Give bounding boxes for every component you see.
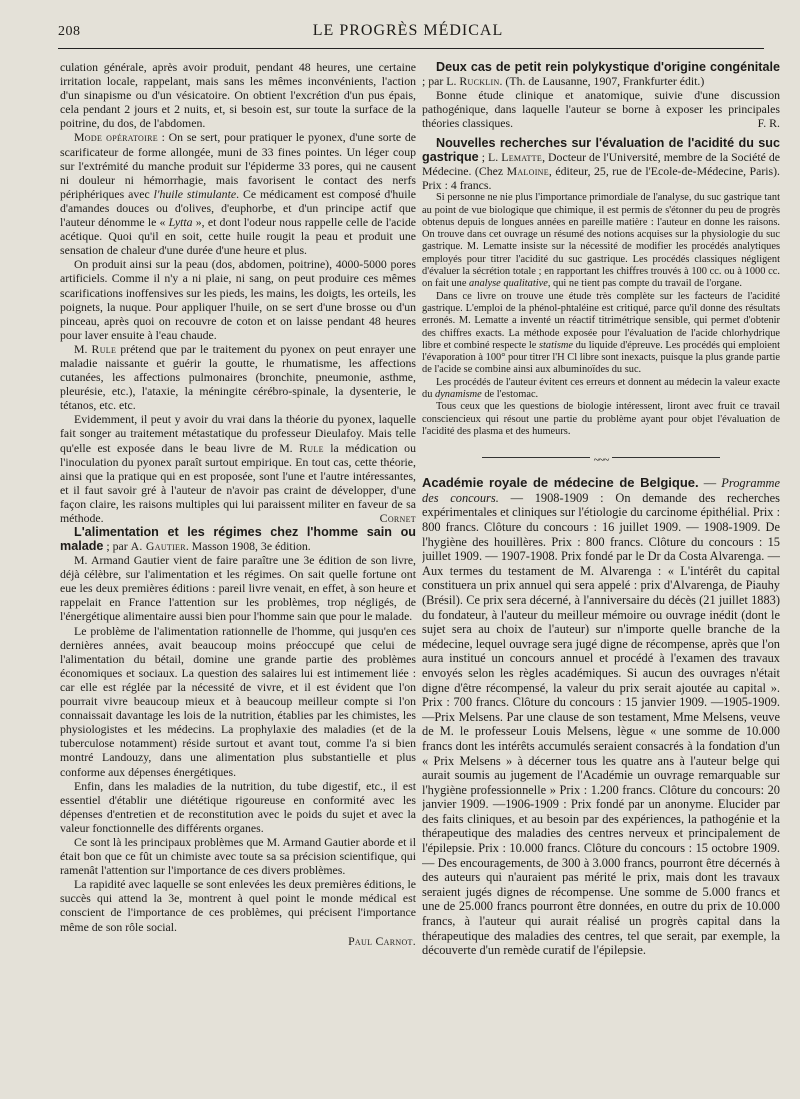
separator-ornament: ~~~ [590, 454, 613, 466]
italic-run: analyse qualitative [469, 278, 548, 290]
text-run: : On se sert, pour pratiquer le pyonex, d'une sorte de scarificateur de forme allongée, muni de 33 fines pointes. Un léger coup sur l'extrémité du manche produit sur l'épiderme 33 pores, qui ne causent ni douleur ni hémorrhagie, mais favorisent le contact des nerfs périphériques avec [60, 130, 416, 201]
text-run: . (Th. de Lausanne, 1907, Frankfurter édit.) [499, 74, 705, 88]
text-run: — [698, 476, 722, 491]
italic-run: Programme des concours. [422, 476, 780, 505]
review-signature: F. R. [757, 116, 780, 131]
author-name: A. Gautier [130, 539, 186, 554]
paragraph [422, 291, 780, 377]
left-column [60, 60, 416, 1081]
text-run: Bonne étude clinique et anatomique, suivie d'une discussion pathogénique, dans laquelle l'auteur se borne à exposer les principales théories classiques. [422, 88, 780, 131]
text-run: , qui ne tient pas compte du travail de l'organe. [547, 278, 742, 290]
paragraph: Ce sont là les principaux problèmes que M. Armand Gautier aborde et il était bon que ce fût un chimiste avec toute sa sa précision scientifique, qui ramenât l'attention sur l'importance de ces divers problèmes. [60, 834, 416, 878]
paragraph [422, 88, 780, 130]
review-signature: Cornet [379, 511, 416, 525]
paragraph [60, 342, 416, 412]
book-title: L'alimentation et les régimes chez l'homme sain ou malade [60, 525, 416, 554]
page-number: 208 [58, 24, 81, 39]
paragraph: On produit ainsi sur la peau (dos, abdomen, poitrine), 4000-5000 pores artificiels. Comme il n'y a ni plaie, ni sang, on peut produire ces mêmes scarifications inoffensives sur les pieds, les mains, les doigts, les orteils, les poignets, la nuque. Pour appliquer l'huile, on se sert d'une brosse ou d'un pinceau, après quoi on recouvre de coton et on laisse pendant 48 heures pour laver ensuite à l'eau chaude. [60, 257, 416, 342]
text-run: — 1908-1909 : On demande des recherches expérimentales et cliniques sur l'étiologie du carcinome épithélial. Prix : 800 francs. Clôture du concours : 16 juillet 1909. — 1908-1909. De l'hygiène des houillères. Prix : 800 francs. Clôture du concours : 15 juillet 1909. — 1907-1908. Prix fondé par le Dr da Costa Alvarenga. — Aux termes du testament de M. Alvarenga : « L'intérêt du capital constituera un prix annuel qui sera appelé : prix d'Alvarenga, de Piauhy (Brésil). Ce prix sera décerné, à l'anniversaire du décès (21 juillet 1883) du fondateur, à l'auteur du meilleur mémoire ou ouvrage inédit (dont le sujet sera au choix de l'auteur) sur n'importe quelle branche de la médecine, lequel ouvrage sera jugé digne de récompense, après que l'on aura institué un concours annuel et procédé à l'examen des travaux envoyés selon les règles académiques. Si aucun des ouvrages n'était digne d'être récompensé, la valeur du prix serait ajoutée au capital ». Prix : 700 francs. Clôture du concours : 15 janvier 1909. —1905-1909. —Prix Melsens. Par une clause de son testament, Mme Melsens, veuve de M. le professeur Louis Melsens, lègue « une somme de 10.000 francs dont les intérêts accumulés seraient consacrés à la fondation d'un « Prix Melsens » à décerner tous les quatre ans à l'auteur belge qui aurait soumis au jugement de l'Académie un ouvrage remarquable sur l'hygiène professionnelle » Prix : 1.200 francs. Clôture du concours: 20 janvier 1909. —1906-1909 : Prix fondé par un anonyme. Elucider par des faits cliniques, et au besoin par des expériences, la pathogénie et la thérapeutique des maladies des centres nerveux et principalement de l'épilepsie. Prix : 10.000 francs. Clôture du concours : 15 octobre 1909. — Des encouragements, de 300 à 3.000 francs, pourront être décernés à des auteurs qui n'auraient pas mérité le prix, mais dont les travaux seraient jugés dignes de récompense. Une somme de 5.000 francs et une de 25.000 francs pourront être données, en outre du prix de 10.000 francs, à l'auteur qui aurait réalisé un progrès capital dans la thérapeutique des maladies des centres, tel que serait, par exemple, la découverte d'un remède curatif de l'épilepsie. [422, 490, 780, 958]
text-run: prétend que par le traitement du pyonex on peut enrayer une maladie naissante et guérir la goutte, le rhumatisme, les affections cutanées, les affections pulmonaires (bronchite, pneumonie, asthme, pleurésie, etc.), l'ataxie, la méningite cérébro-spinale, la dysenterie, le tétanos, etc. etc. [60, 341, 416, 413]
paragraph [422, 476, 780, 958]
author-name: Rule [91, 341, 117, 356]
text-run: », et dont l'odeur nous rappelle celle de l'acide acétique. Quoi qu'il en soit, cette huile rougit la peau et produit une sensation de chaleur d'une durée d'une heure et plus. [60, 215, 416, 258]
text-run: Les procédés de l'auteur évitent ces erreurs et donnent au médecin la valeur exacte du [422, 376, 780, 401]
text-run: ; par [103, 539, 131, 554]
text-run: Dans ce livre on trouve une étude très complète sur les facteurs de l'acidité gastrique. L'emploi de la phénol-phtaléine est critiqué, parce qu'il donne des résultats erronés. M. Lematte a inventé un réactif titrimétrique sensible, qui permet d'obtenir des chiffres exacts. La méthode exposée pour l'évaluation de l'acide chlorhydrique libre et combiné respecte le [422, 290, 780, 351]
academy-notice [422, 476, 780, 958]
italic-run: l'huile stimulante [153, 186, 237, 201]
text-run: de l'estomac. [481, 389, 539, 401]
paragraph: La rapidité avec laquelle se sont enlevées les deux premières éditions, le succès qui attend la 3e, montrent à quel point le monde médical est conscient de l'importance de ces problèmes, qui précisent l'importance même de son rôle social. [60, 877, 416, 934]
italic-run: Lytta [168, 215, 193, 230]
running-header [58, 22, 758, 44]
text-run: . Ce médicament est composé d'huile d'amandes douces ou d'olives, d'euphorbe, et d'un principe actif que l'auteur dénomme le « [60, 186, 416, 230]
journal-title: LE PROGRÈS MÉDICAL [312, 22, 504, 39]
paragraph [422, 377, 780, 402]
text-run: ; par L. [422, 74, 460, 88]
paragraph: Enfin, dans les maladies de la nutrition, du tube digestif, etc., il est essentiel d'établir une diététique rigoureuse en conformité avec les dépenses d'entretien et de reconstitution avec le poids du sujet et avec la valeur fonctionnelle des différents organes. [60, 778, 416, 835]
author-name: Rucklin [459, 74, 500, 88]
text-run: Si personne ne nie plus l'importance primordiale de l'analyse, du suc gastrique tant au point de vue biologique que chimique, il est permis de s'étonner du peu de progrès obtenus depuis de longues années en pareille matière : l'auteur en donne les raisons. On trouve dans cet ouvrage un résumé des notions acquises sur la physiologie du suc gastrique. M. Lematte insiste sur la nécessité de modifier les procédés analytiques employés pour titrer l'acidité du suc gastrique. Les procédés classiques négligent d'évaluer la sécrétion totale ; en rapportant les chiffres trouvés à 100 cc. ou à 1000 cc. on fait une [422, 192, 780, 290]
paragraph: M. Armand Gautier vient de faire paraître une 3e édition de son livre, déjà célèbre, sur l'alimentation et les régimes. On sait quelle fortune ont eue les deux premières éditions : pareil livre venait, en effet, à son heure et rappelait en France l'attention sur les problèmes, trop négligés, de l'énergétique alimentaire aussi bien pour l'homme sain que pour le malade. [60, 553, 416, 624]
review-heading [60, 525, 416, 553]
book-title: Deux cas de petit rein polykystique d'origine congénitale [436, 60, 780, 74]
text-run: ; L. [478, 150, 502, 165]
right-column [422, 60, 780, 1081]
text-run: , éditeur, 25, rue de l'Ecole-de-Médecine, Paris). Prix : 4 francs. [422, 164, 780, 193]
small-print-review [422, 192, 780, 438]
text-run: , Docteur de l'Université, membre de la Société de Médecine. (Chez [422, 150, 780, 179]
notice-heading: Académie royale de médecine de Belgique. [422, 475, 699, 491]
paragraph [422, 192, 780, 290]
author-name: Lematte [501, 150, 543, 165]
author-name: Rule [299, 440, 324, 455]
paragraph: Le problème de l'alimentation rationnelle de l'homme, qui jusqu'en ces dernières années, avait beaucoup moins préoccupé que celui de l'alimentation du bétail, domine une grande partie des problèmes économiques et sociaux. La question des salaires lui est intimement liée : car elle est réglée par la nécessité de vivre, et il est évident que l'on pourrait vivre beaucoup mieux et à beaucoup meilleur compte si l'on connaissait davantage les lois de la nutrition, établies par les chimistes, les physiologistes et les médecins. La prophylaxie des maladies (et de la tuberculose notamment) réside surtout et avant tout, comme l'a si bien montré Landouzy, dans une alimentation plus substantielle et plus conforme aux dépenses énergétiques. [60, 623, 416, 779]
text-run: M. [74, 341, 92, 356]
text-run: du liquide d'épreuve. Les procédés qui emploient l'évaporation à 100° pour titrer l'H Cl libre sont inexacts, puisque la plus grande partie de l'acide se combine ainsi aux albuminoïdes du suc. [422, 339, 780, 376]
inline-label: Mode opératoire [74, 130, 158, 145]
book-title: Nouvelles recherches sur l'évaluation de l'acidité du suc gastrique [422, 136, 780, 165]
section-separator [422, 452, 780, 467]
italic-run: statisme [538, 339, 574, 351]
publisher-name: Maloine [506, 164, 549, 179]
paragraph: culation générale, après avoir produit, pendant 48 heures, une certaine irritation locale, rappelant, mais sans les mêmes inconvénients, l'action d'un sinapisme ou d'un vésicatoire. On obtient l'excrétion d'un pus épais, cela pendant 2 jours et 2 nuits, et, si besoin est, sur toute la surface de la poitrine, du dos, de l'abdomen. [60, 60, 416, 131]
paragraph: Tous ceux que les questions de biologie intéressent, liront avec fruit ce travail consciencieux qui résout une partie du problème ayant pour objet l'évaluation de l'acidité des plasma et des humeurs. [422, 401, 780, 437]
italic-run: dynamisme [435, 389, 482, 401]
paragraph [60, 412, 416, 525]
text-run: . Masson 1908, 3e édition. [185, 539, 311, 554]
review-signature: Paul Carnot. [348, 933, 416, 948]
review-heading [422, 136, 780, 192]
paragraph [60, 130, 416, 257]
header-rule [58, 48, 764, 49]
text-run: la médication ou l'inoculation du pyonex paraît surtout empirique. En tout cas, cette théorie, ainsi que la pratique qui en est proposée, sont l'une et l'autre intéressantes, et il faut savoir gré à l'auteur de n'avoir pas craint de développer, d'une façon claire, les raisons multiples qui lui paraissent militer en faveur de sa méthode. [60, 440, 416, 525]
text-run: Evidemment, il peut y avoir du vrai dans la théorie du pyonex, laquelle fait songer au traitement métastatique du professeur Dieulafoy. Mais telle qu'elle est exposée dans le beau livre de M. [60, 412, 416, 455]
review-heading [422, 60, 780, 88]
